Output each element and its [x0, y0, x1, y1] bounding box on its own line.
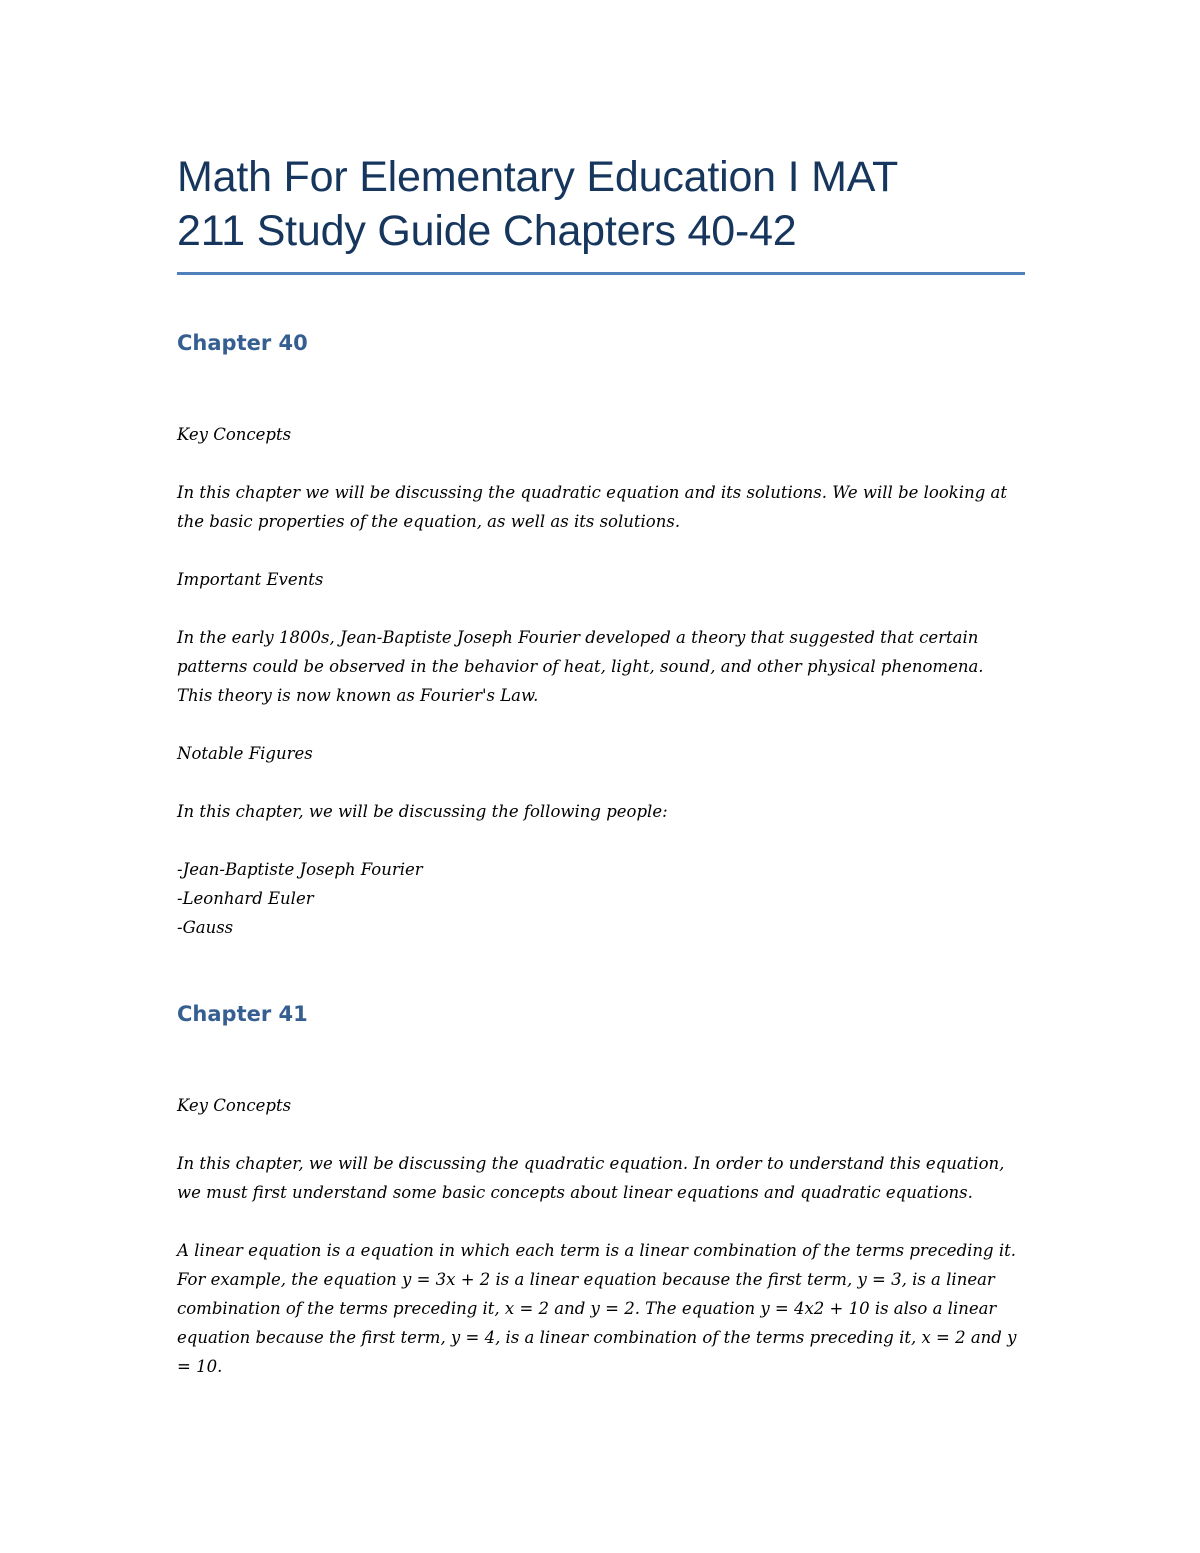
ch41-linear-equation-text: A linear equation is a equation in which each term is a linear combination of the terms preceding it. For example, the equation y = 3x + 2 is a linear equation because the first term, y = 3, is a linear combination of the terms preceding it, x = 2 and y = 2. The equation y = 4x2 + 10 is also a linear equation because the first term, y = 4, is a linear combination of the terms preceding it, x = 2 and y = 10.: [177, 1241, 1017, 1376]
document-title: [177, 150, 1023, 272]
ch41-key-concepts-text: In this chapter, we will be discussing the quadratic equation. In order to understand this equation, we must first understand some basic concepts about linear equations and quadratic equations.: [177, 1154, 1005, 1202]
ch40-key-concepts-label: Key Concepts: [177, 425, 292, 444]
ch40-important-events-text: In the early 1800s, Jean-Baptiste Joseph Fourier developed a theory that suggested that certain patterns could be observed in the behavior of heat, light, sound, and other physical phenomena. This theory is now known as Fourier's Law.: [177, 628, 984, 705]
chapter-41-section: [177, 999, 1023, 1381]
ch40-notable-figures-intro: In this chapter, we will be discussing the following people:: [177, 802, 668, 821]
chapter-41-heading: Chapter 41: [177, 1002, 308, 1026]
list-item: -Leonhard Euler: [177, 889, 314, 908]
chapter-40-section: [177, 328, 1023, 942]
ch41-key-concepts-label: Key Concepts: [177, 1096, 292, 1115]
ch40-important-events-label: Important Events: [177, 570, 324, 589]
list-item: -Jean-Baptiste Joseph Fourier: [177, 860, 423, 879]
title-line-1: Math For Elementary Education I MAT: [177, 153, 899, 201]
title-underline-rule: [177, 272, 1025, 275]
chapter-40-heading: Chapter 40: [177, 331, 308, 355]
title-line-2: 211 Study Guide Chapters 40-42: [177, 207, 797, 255]
ch40-key-concepts-text: In this chapter we will be discussing the quadratic equation and its solutions. We will be looking at the basic properties of the equation, as well as its solutions.: [177, 483, 1007, 531]
ch40-notable-figures-label: Notable Figures: [177, 744, 313, 763]
document-page: [177, 150, 1023, 1381]
ch40-figures-list: [177, 855, 1023, 942]
list-item: -Gauss: [177, 918, 234, 937]
